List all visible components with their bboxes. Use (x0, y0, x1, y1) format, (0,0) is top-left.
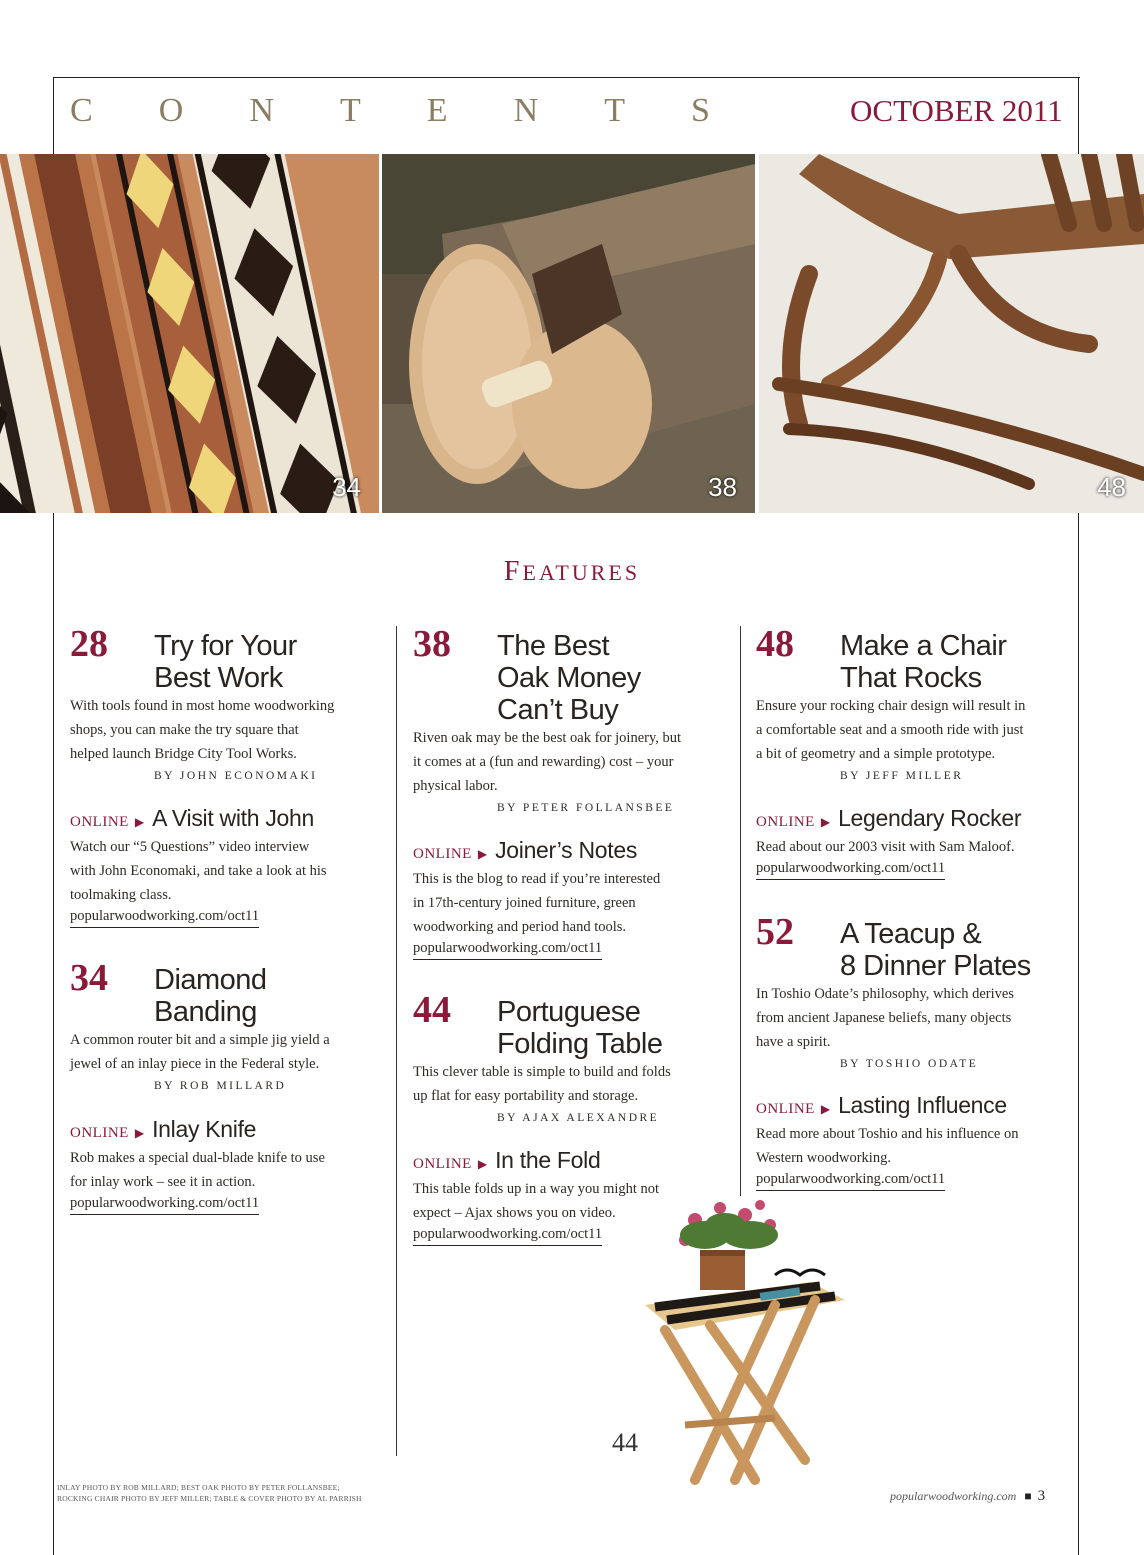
contents-letter: O (158, 92, 184, 129)
column-rule-right (740, 626, 741, 1196)
article-description (756, 694, 1066, 766)
photo-credits-line: ROCKING CHAIR PHOTO BY JEFF MILLER; TABLE & COVER PHOTO BY AL PARRISH (57, 1494, 362, 1503)
article-title (840, 918, 1031, 982)
issue-date: OCTOBER 2011 (850, 93, 1063, 128)
article-title-line: Make a Chair (840, 630, 1007, 662)
article-description-line: With tools found in most home woodworking (70, 698, 335, 714)
online-extra-lasting-influence[interactable] (756, 1092, 1066, 1191)
feature-article-48[interactable] (756, 622, 1076, 792)
article-byline: BY JOHN ECONOMAKI (154, 770, 318, 782)
online-tag: ONLINE (756, 814, 815, 830)
article-page-number: 44 (413, 989, 451, 1031)
article-title-line: 8 Dinner Plates (840, 950, 1031, 982)
article-title (154, 964, 267, 1028)
frame-right-rule (1078, 77, 1079, 154)
article-title-line: That Rocks (840, 662, 982, 694)
features-heading-initial: F (503, 556, 523, 587)
article-description (70, 694, 380, 766)
article-description-line: jewel of an inlay piece in the Federal style. (70, 1056, 320, 1072)
online-description-line: Rob makes a special dual-blade knife to use (70, 1150, 325, 1166)
play-arrow-icon: ▶ (134, 815, 145, 829)
online-description-line: This table folds up in a way you might not (413, 1181, 660, 1197)
article-description-line: a bit of geometry and a simple prototype. (756, 746, 996, 762)
online-tag: ONLINE (756, 1101, 815, 1117)
contents-letter: N (513, 92, 539, 129)
article-title-line: Try for Your (154, 630, 297, 662)
online-link[interactable]: popularwoodworking.com/oct11 (413, 940, 602, 960)
online-description-line: Read more about Toshio and his influence on (756, 1126, 1019, 1142)
article-description-line: have a spirit. (756, 1034, 831, 1050)
article-description (70, 1028, 380, 1076)
article-title (497, 630, 641, 726)
feature-article-38[interactable] (413, 622, 733, 822)
online-description-line: expect – Ajax shows you on video. (413, 1205, 616, 1221)
article-description-line: from ancient Japanese beliefs, many objects (756, 1010, 1012, 1026)
article-title (154, 630, 297, 694)
online-title: Legendary Rocker (838, 805, 1022, 831)
online-title: Inlay Knife (152, 1116, 257, 1142)
online-link[interactable]: popularwoodworking.com/oct11 (756, 860, 945, 880)
contents-letter: T (604, 92, 625, 129)
online-description (70, 1146, 380, 1194)
article-byline: BY JEFF MILLER (840, 770, 964, 782)
article-description-line: In Toshio Odate’s philosophy, which derives (756, 986, 1014, 1002)
article-page-number: 34 (70, 957, 108, 999)
online-description-line: for inlay work – see it in action. (70, 1174, 256, 1190)
article-description-line: a comfortable seat and a smooth ride with just (756, 722, 1024, 738)
online-extra-inlay-knife[interactable] (70, 1116, 380, 1215)
article-description-line: Ensure your rocking chair design will result in (756, 698, 1026, 714)
play-arrow-icon: ▶ (134, 1126, 145, 1140)
online-link[interactable]: popularwoodworking.com/oct11 (413, 1226, 602, 1246)
article-byline: BY PETER FOLLANSBEE (497, 802, 675, 814)
article-title (840, 630, 1006, 694)
online-description-line: Watch our “5 Questions” video interview (70, 839, 310, 855)
play-arrow-icon: ▶ (477, 847, 488, 861)
article-title-line: Oak Money (497, 662, 641, 694)
online-extra-joiners-notes[interactable] (413, 837, 723, 960)
online-title: A Visit with John (152, 805, 315, 831)
folding-table-image (625, 1190, 845, 1490)
online-description-line: with John Economaki, and take a look at his (70, 863, 327, 879)
page-footer (890, 1488, 1045, 1505)
online-title: Joiner’s Notes (495, 837, 638, 863)
article-description (756, 982, 1066, 1054)
features-heading (0, 556, 1144, 588)
contents-letter: C (70, 92, 93, 129)
article-title-line: Folding Table (497, 1028, 663, 1060)
article-page-number: 52 (756, 911, 794, 953)
article-description (413, 1060, 723, 1108)
footer-page-number: 3 (1037, 1488, 1046, 1504)
article-description (413, 726, 723, 798)
contents-letter: E (426, 92, 448, 129)
article-byline: BY ROB MILLARD (154, 1080, 287, 1092)
inlay-photo[interactable] (0, 154, 379, 513)
contents-letter: S (691, 92, 710, 129)
online-extra-legendary-rocker[interactable] (756, 805, 1066, 880)
article-title-line: Can’t Buy (497, 694, 619, 726)
article-description-line: helped launch Bridge City Tool Works. (70, 746, 297, 762)
column-rule-left (396, 626, 397, 1456)
online-extra-john[interactable] (70, 805, 380, 928)
photo-credits-line: INLAY PHOTO BY ROB MILLARD; BEST OAK PHOTO BY PETER FOLLANSBEE; (57, 1483, 340, 1492)
play-arrow-icon: ▶ (477, 1157, 488, 1171)
oak-log-photo-image (382, 154, 755, 513)
online-description (413, 867, 723, 939)
article-description-line: Riven oak may be the best oak for joinery, but (413, 730, 682, 746)
online-description (70, 835, 380, 907)
feature-article-28[interactable] (70, 622, 390, 792)
online-description-line: Western woodworking. (756, 1150, 891, 1166)
online-description (756, 1122, 1066, 1170)
online-description (756, 835, 1066, 859)
online-link[interactable]: popularwoodworking.com/oct11 (70, 1195, 259, 1215)
photo-page-number: 44 (612, 1428, 638, 1457)
rocking-chair-photo-image (759, 154, 1144, 513)
article-page-number: 38 (413, 623, 451, 665)
article-page-number: 28 (70, 623, 108, 665)
online-title: Lasting Influence (838, 1092, 1007, 1118)
feature-article-34[interactable] (70, 956, 390, 1096)
online-tag: ONLINE (70, 1125, 129, 1141)
online-tag: ONLINE (413, 846, 472, 862)
photo-page-number: 34 (332, 472, 361, 502)
footer-site[interactable]: popularwoodworking.com (890, 1489, 1017, 1503)
article-title-line: Best Work (154, 662, 283, 694)
inlay-photo-image (0, 154, 379, 513)
online-tag: ONLINE (413, 1156, 472, 1172)
article-description-line: shops, you can make the try square that (70, 722, 299, 738)
frame-left-rule-lower (53, 513, 54, 1555)
article-byline: BY TOSHIO ODATE (840, 1058, 979, 1070)
play-arrow-icon: ▶ (820, 1102, 831, 1116)
online-description-line: Read about our 2003 visit with Sam Maloof. (756, 839, 1015, 855)
oak-log-photo[interactable] (382, 154, 755, 513)
online-title: In the Fold (495, 1147, 601, 1173)
contents-letter: N (249, 92, 274, 129)
online-tag: ONLINE (70, 814, 129, 830)
online-description-line: This is the blog to read if you’re interested (413, 871, 661, 887)
article-byline: BY AJAX ALEXANDRE (497, 1112, 660, 1124)
article-title-line: Diamond (154, 964, 267, 996)
play-arrow-icon: ▶ (820, 815, 831, 829)
online-description-line: toolmaking class. (70, 887, 172, 903)
article-title (497, 996, 662, 1060)
online-description-line: in 17th-century joined furniture, green (413, 895, 636, 911)
folding-table-photo[interactable] (625, 1190, 845, 1490)
feature-article-44[interactable] (413, 988, 733, 1128)
article-description-line: This clever table is simple to build and folds (413, 1064, 671, 1080)
photo-page-number: 48 (1097, 472, 1126, 502)
rocking-chair-photo[interactable] (759, 154, 1144, 513)
features-heading-rest: EATURES (522, 560, 641, 585)
article-title-line: The Best (497, 630, 610, 662)
online-link[interactable]: popularwoodworking.com/oct11 (70, 908, 259, 928)
frame-left-rule (53, 77, 54, 154)
article-title-line: Portuguese (497, 996, 641, 1028)
frame-right-rule-lower (1078, 513, 1079, 1555)
article-description-line: A common router bit and a simple jig yield a (70, 1032, 330, 1048)
article-description-line: physical labor. (413, 778, 498, 794)
online-description-line: woodworking and period hand tools. (413, 919, 627, 935)
article-description-line: up flat for easy portability and storage. (413, 1088, 639, 1104)
article-description-line: it comes at a (fun and rewarding) cost – your (413, 754, 674, 770)
article-title-line: Banding (154, 996, 257, 1028)
article-page-number: 48 (756, 623, 794, 665)
contents-heading (70, 92, 710, 130)
photo-page-number: 38 (708, 472, 737, 502)
feature-article-52[interactable] (756, 910, 1076, 1080)
article-title-line: A Teacup & (840, 918, 982, 950)
photo-credits (57, 1482, 362, 1504)
contents-letter: T (339, 92, 361, 129)
online-link[interactable]: popularwoodworking.com/oct11 (756, 1171, 945, 1191)
square-bullet-icon: ■ (1024, 1489, 1032, 1503)
frame-top-rule (53, 77, 1080, 78)
